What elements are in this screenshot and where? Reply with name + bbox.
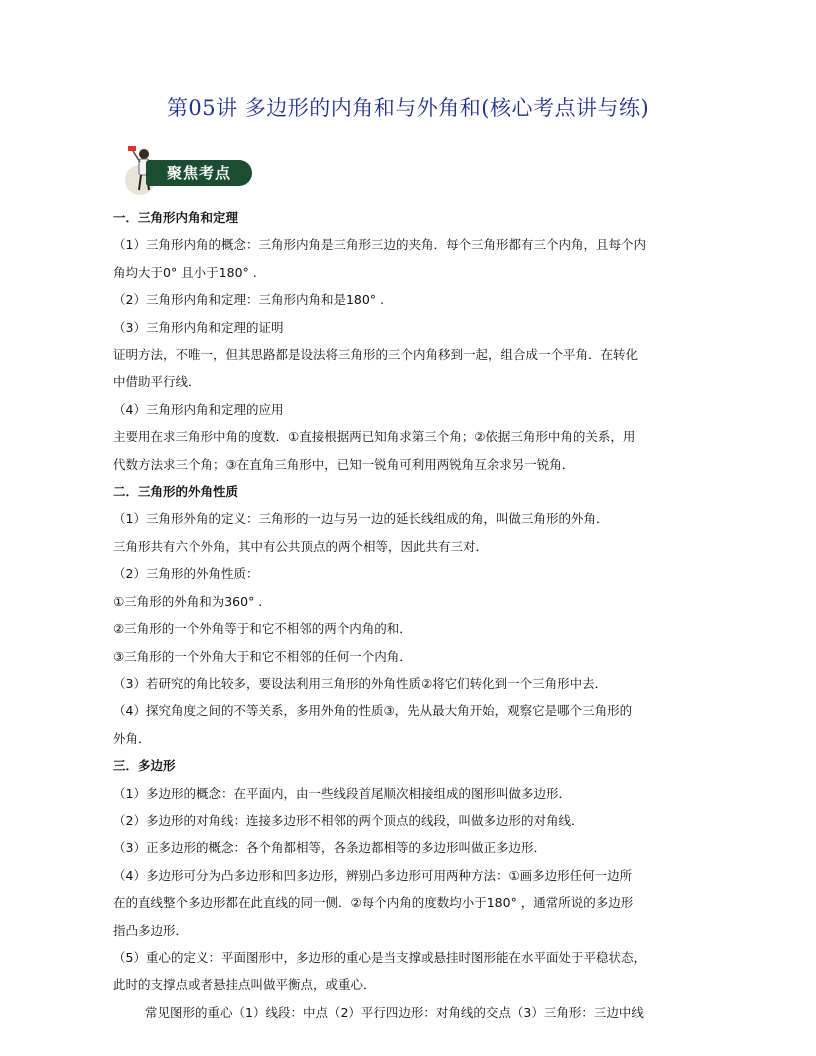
text-line: 代数方法求三个角；③在直角三角形中，已知一锐角可利用两锐角互余求另一锐角． <box>113 456 575 472</box>
section-heading: 三．多边形 <box>113 758 176 774</box>
text-line: 三角形共有六个外角，其中有公共顶点的两个相等，因此共有三对． <box>113 538 489 554</box>
text-line: 主要用在求三角形中角的度数．①直接根据两已知角求第三个角；②依据三角形中角的关系，用 <box>113 429 636 445</box>
text-line: （4）多边形可分为凸多边形和凹多边形，辨别凸多边形可用两种方法：①画多边形任何一边所 <box>113 867 633 883</box>
text-line: 在的直线整个多边形都在此直线的同一侧．②每个内角的度数均小于180° ，通常所说的多边形 <box>113 895 634 911</box>
section-heading: 一．三角形内角和定理 <box>113 210 239 225</box>
section-heading: 二．三角形的外角性质 <box>113 484 239 500</box>
page-title: 第05讲 多边形的内角和与外角和(核心考点讲与练) <box>166 96 650 120</box>
text-line: （4）探究角度之间的不等关系，多用外角的性质③，先从最大角开始，观察它是哪个三角形的 <box>113 703 633 719</box>
content-body <box>113 204 711 1026</box>
text-line: 此时的支撑点或者悬挂点叫做平衡点，或重心． <box>113 977 376 993</box>
text-line: （2）多边形的对角线：连接多边形不相邻的两个顶点的线段，叫做多边形的对角线． <box>113 812 584 828</box>
text-line: （1）三角形外角的定义：三角形的一边与另一边的延长线组成的角，叫做三角形的外角． <box>113 511 609 527</box>
text-line: （1）多边形的概念：在平面内，由一些线段首尾顺次相接组成的图形叫做多边形． <box>113 785 571 801</box>
text-line: （2）三角形的外角性质： <box>113 566 259 582</box>
text-line: ③三角形的一个外角大于和它不相邻的任何一个内角． <box>113 648 412 664</box>
text-line: （1）三角形内角的概念：三角形内角是三角形三边的夹角．每个三角形都有三个内角，且每个内 <box>113 237 646 253</box>
text-line: 指凸多边形． <box>113 922 189 938</box>
text-line: 外角． <box>113 730 151 746</box>
text-line: 中借助平行线． <box>113 374 201 390</box>
text-line: （2）三角形内角和定理：三角形内角和是180° . <box>113 292 385 308</box>
text-line: （3）若研究的角比较多，要设法利用三角形的外角性质②将它们转化到一个三角形中去． <box>113 675 608 691</box>
text-line: 常见图形的重心（1）线段：中点（2）平行四边形：对角线的交点（3）三角形：三边中线 <box>145 1004 644 1020</box>
text-line: （4）三角形内角和定理的应用 <box>113 401 284 417</box>
badge-label: 聚焦考点 <box>146 160 252 186</box>
text-line: （5）重心的定义：平面图形中，多边形的重心是当支撑或悬挂时图形能在水平面处于平稳状态， <box>113 949 646 965</box>
text-line: （3）正多边形的概念：各个角都相等，各条边都相等的多边形叫做正多边形． <box>113 840 546 856</box>
focus-badge <box>112 140 272 196</box>
text-line: ①三角形的外角和为360° . <box>113 593 263 609</box>
text-line: 角均大于0° 且小于180° . <box>113 264 257 280</box>
text-line: ②三角形的一个外角等于和它不相邻的两个内角的和． <box>113 621 412 637</box>
text-line: 证明方法，不唯一，但其思路都是设法将三角形的三个内角移到一起，组合成一个平角．在转化 <box>113 347 639 363</box>
text-line: （3）三角形内角和定理的证明 <box>113 319 284 335</box>
